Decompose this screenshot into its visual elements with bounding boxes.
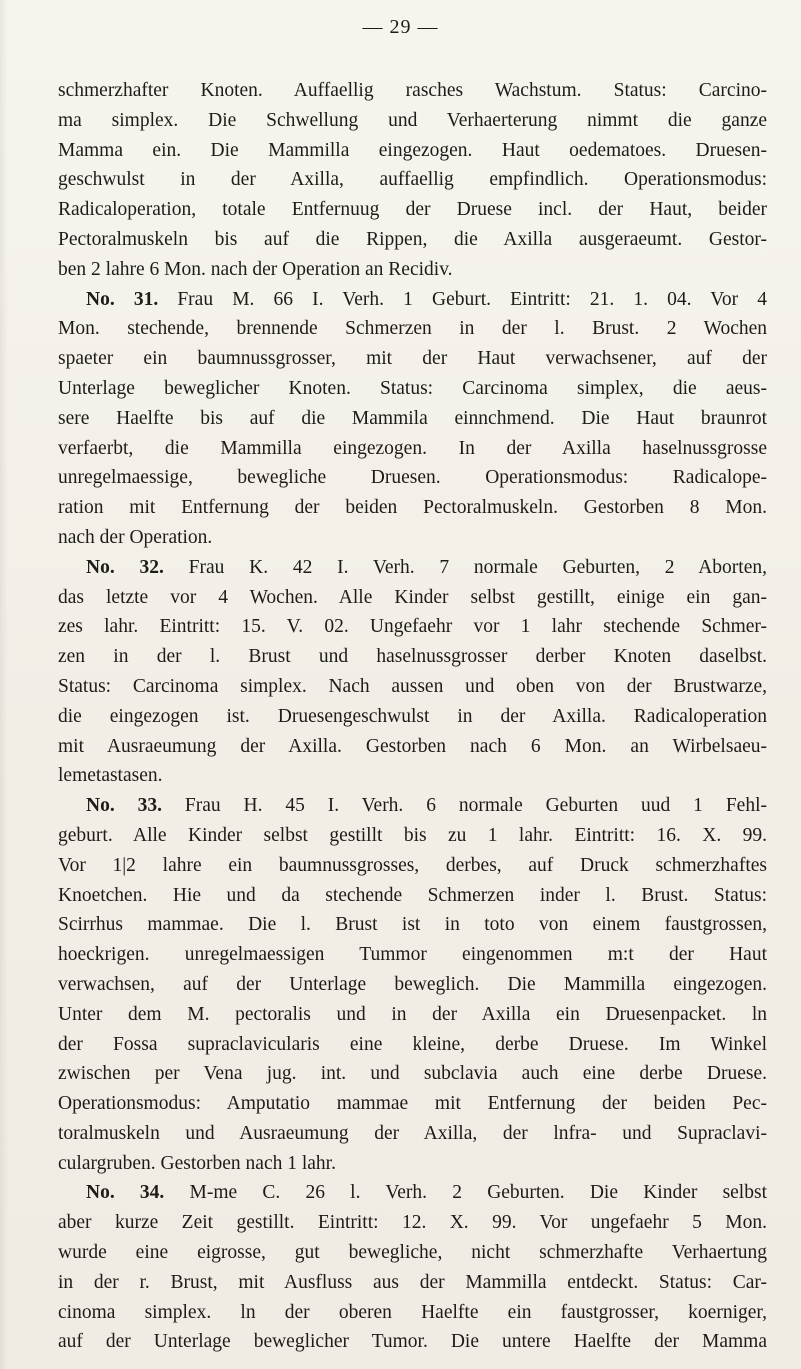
text-line: schmerzhafter Knoten. Auffaellig rasches Wachstum. Status: Carcino- xyxy=(58,80,767,101)
text-line xyxy=(58,553,767,583)
text-line: Pectoralmuskeln bis auf die Rippen, die Axilla ausgeraeumt. Gestor- xyxy=(58,228,767,250)
text-line: zwischen per Vena jug. int. und subclavia auch eine derbe Druese. xyxy=(58,1063,767,1085)
text-line: geschwulst in der Axilla, auffaellig empfindlich. Operationsmodus: xyxy=(58,169,767,191)
text-line-rest: Frau H. 45 I. Verh. 6 normale Geburten uud 1 Fehl- xyxy=(161,795,767,817)
page-number: — 29 — xyxy=(362,16,439,38)
text-line: der Fossa supraclavicularis eine kleine, derbe Druese. Im Winkel xyxy=(58,1033,767,1055)
page-spine-shadow xyxy=(0,0,8,1369)
text-line: Operationsmodus: Amputatio mammae mit Entfernung der beiden Pec- xyxy=(58,1093,767,1115)
paragraph-continuation xyxy=(58,76,767,285)
text-line: Status: Carcinoma simplex. Nach aussen und oben von der Brustwarze, xyxy=(58,675,767,697)
case-paragraph-32 xyxy=(58,553,767,791)
text-line: ration mit Entfernung der beiden Pectoralmuskeln. Gestorben 8 Mon. xyxy=(58,497,767,519)
text-line: geburt. Alle Kinder selbst gestillt bis zu 1 lahr. Eintritt: 16. X. 99. xyxy=(58,824,767,846)
case-paragraph-34 xyxy=(58,1178,767,1357)
text-line xyxy=(58,791,767,821)
text-line: in der r. Brust, mit Ausfluss aus der Mammilla entdeckt. Status: Car- xyxy=(58,1271,767,1293)
text-line: Unter dem M. pectoralis und in der Axilla ein Druesenpacket. ln xyxy=(58,1003,767,1025)
case-number: No. 33. xyxy=(86,795,162,817)
text-line: Mamma ein. Die Mammilla eingezogen. Haut oedematoes. Druesen- xyxy=(58,139,767,161)
text-line: lemetastasen. xyxy=(58,765,163,787)
case-number: No. 31. xyxy=(86,288,159,310)
text-line: verwachsen, auf der Unterlage beweglich. Die Mammilla eingezogen. xyxy=(58,973,767,995)
case-number: No. 32. xyxy=(86,556,164,578)
text-line: Mon. stechende, brennende Schmerzen in der l. Brust. 2 Wochen xyxy=(58,318,767,340)
text-line: aber kurze Zeit gestillt. Eintritt: 12. X. 99. Vor ungefaehr 5 Mon. xyxy=(58,1212,767,1234)
text-line: Vor 1|2 lahre ein baumnussgrosses, derbes, auf Druck schmerzhaftes xyxy=(58,854,767,876)
text-line: Knoetchen. Hie und da stechende Schmerzen inder l. Brust. Status: xyxy=(58,884,767,906)
text-line: zes lahr. Eintritt: 15. V. 02. Ungefaehr vor 1 lahr stechende Schmer- xyxy=(58,616,767,638)
text-line-rest: M-me C. 26 l. Verh. 2 Geburten. Die Kinder selbst xyxy=(164,1182,767,1204)
text-line: verfaerbt, die Mammilla eingezogen. In der Axilla haselnussgrosse xyxy=(58,437,767,459)
case-number: No. 34. xyxy=(86,1182,165,1204)
text-line: toralmuskeln und Ausraeumung der Axilla, der lnfra- und Supraclavi- xyxy=(58,1122,767,1144)
text-line: spaeter ein baumnussgrosser, mit der Haut verwachsener, auf der xyxy=(58,348,767,370)
text-line: unregelmaessige, bewegliche Druesen. Operationsmodus: Radicalope- xyxy=(58,467,767,489)
text-line: sere Haelfte bis auf die Mammila einnchmend. Die Haut braunrot xyxy=(58,407,767,429)
text-line xyxy=(58,285,767,315)
text-line: zen in der l. Brust und haselnussgrosser derber Knoten daselbst. xyxy=(58,646,767,668)
text-line: nach der Operation. xyxy=(58,526,213,548)
text-line: Scirrhus mammae. Die l. Brust ist in toto von einem faustgrossen, xyxy=(58,914,767,936)
text-line xyxy=(58,1178,767,1208)
text-line: hoeckrigen. unregelmaessigen Tummor eingenommen m:t der Haut xyxy=(58,944,767,966)
case-paragraph-33 xyxy=(58,791,767,1178)
text-line: wurde eine eigrosse, gut bewegliche, nicht schmerzhafte Verhaertung xyxy=(58,1242,767,1264)
text-line: Radicaloperation, totale Entfernuug der Druese incl. der Haut, beider xyxy=(58,199,767,221)
text-line: mit Ausraeumung der Axilla. Gestorben nach 6 Mon. an Wirbelsaeu- xyxy=(58,735,767,757)
text-line: ben 2 lahre 6 Mon. nach der Operation an Recidiv. xyxy=(58,258,453,280)
text-line: auf der Unterlage beweglicher Tumor. Die untere Haelfte der Mamma xyxy=(58,1331,767,1353)
text-line: Unterlage beweglicher Knoten. Status: Carcinoma simplex, die aeus- xyxy=(58,377,767,399)
text-line: cinoma simplex. ln der oberen Haelfte ein faustgrosser, koerniger, xyxy=(58,1301,767,1323)
case-paragraph-31 xyxy=(58,285,767,553)
text-line-rest: Frau K. 42 I. Verh. 7 normale Geburten, 2 Aborten, xyxy=(163,556,767,578)
text-line: culargruben. Gestorben nach 1 lahr. xyxy=(58,1152,336,1174)
text-line: ma simplex. Die Schwellung und Verhaerterung nimmt die ganze xyxy=(58,109,767,131)
text-line-rest: Frau M. 66 I. Verh. 1 Geburt. Eintritt: 21. 1. 04. Vor 4 xyxy=(158,288,767,310)
text-line: die eingezogen ist. Druesengeschwulst in der Axilla. Radicaloperation xyxy=(58,705,767,727)
text-line: das letzte vor 4 Wochen. Alle Kinder selbst gestillt, einige ein gan- xyxy=(58,586,767,608)
body-text xyxy=(58,76,767,1357)
